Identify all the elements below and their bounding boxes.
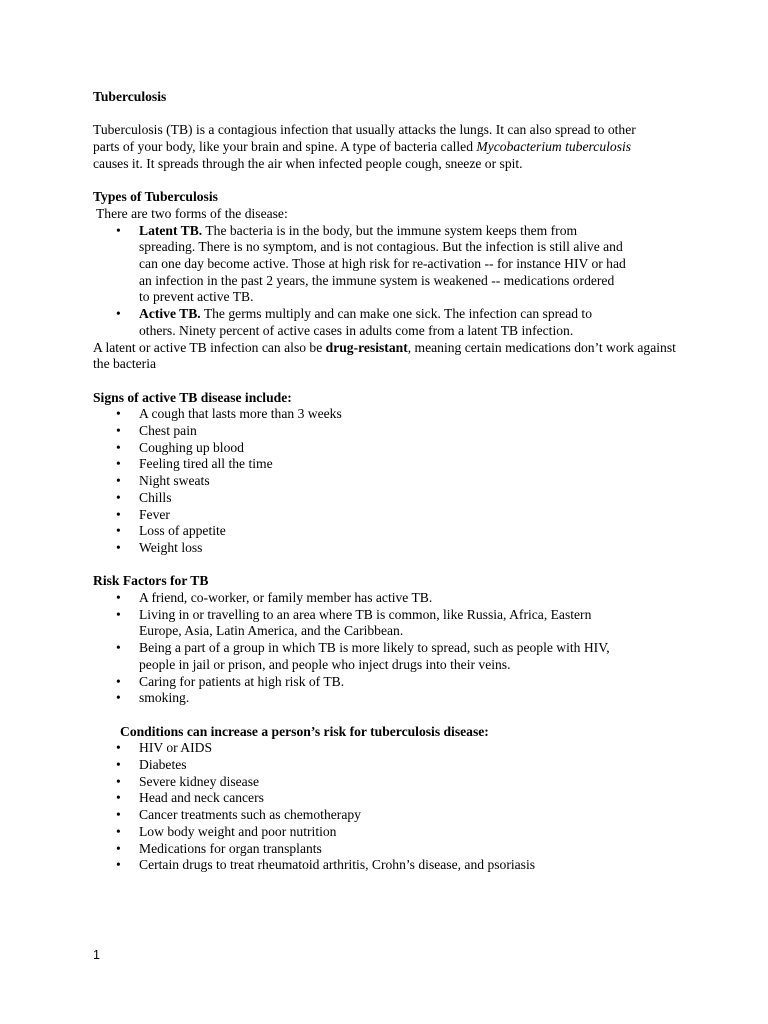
spacer xyxy=(93,707,683,724)
list-item xyxy=(93,523,683,540)
bullet-icon: • xyxy=(116,857,121,873)
intro-text-2: causes it. It spreads through the air when infected people cough, sneeze or spit. xyxy=(93,155,523,171)
list-item xyxy=(93,590,628,607)
bullet-icon: • xyxy=(116,590,121,606)
list-item xyxy=(93,423,683,440)
bullet-icon: • xyxy=(116,539,121,555)
list-item xyxy=(93,440,683,457)
list-item xyxy=(93,456,683,473)
list-item-text: smoking. xyxy=(139,690,190,706)
spacer xyxy=(93,557,683,574)
list-item xyxy=(93,490,683,507)
document-title: Tuberculosis xyxy=(93,89,167,104)
list-item xyxy=(93,473,683,490)
list-item-text: Fever xyxy=(139,506,170,522)
intro-paragraph xyxy=(93,122,665,172)
types-intro: There are two forms of the disease: xyxy=(96,205,288,221)
bullet-icon: • xyxy=(116,423,121,439)
latent-text: The bacteria is in the body, but the immune system keeps them from spreading. There is no symptom, and is not contagious. But the infection is still alive and can one day become active. Those at high risk for re-activation -- for instance HIV or had an infection in the past 2 years, the immune system is weakened -- medications ordered to prevent active TB. xyxy=(139,222,626,305)
page-number: 1 xyxy=(93,948,100,962)
list-item-text: Low body weight and poor nutrition xyxy=(139,823,337,839)
list-item-text: HIV or AIDS xyxy=(139,740,213,756)
list-item-text: Chest pain xyxy=(139,423,197,439)
active-label: Active TB. xyxy=(139,306,201,322)
list-item xyxy=(93,757,683,774)
conditions-list xyxy=(93,740,683,874)
spacer xyxy=(93,173,683,190)
bullet-icon: • xyxy=(116,473,121,489)
list-item-text: Night sweats xyxy=(139,473,210,489)
resistant-bold: drug-resistant xyxy=(325,339,408,355)
signs-list xyxy=(93,406,683,556)
bullet-icon: • xyxy=(116,673,121,689)
list-item xyxy=(93,740,683,757)
risk-list xyxy=(93,590,628,707)
list-item xyxy=(93,774,683,791)
list-item-text: Head and neck cancers xyxy=(139,790,264,806)
spacer xyxy=(93,373,683,390)
spacer xyxy=(93,106,683,123)
bullet-icon: • xyxy=(116,222,121,238)
list-item-text: Loss of appetite xyxy=(139,523,226,539)
list-item-text: Severe kidney disease xyxy=(139,773,260,789)
list-item-text: Coughing up blood xyxy=(139,439,244,455)
types-heading: Types of Tuberculosis xyxy=(93,189,218,205)
active-text: The germs multiply and can make one sick. The infection can spread to others. Ninety percent of active cases in adults come from a latent TB infection. xyxy=(139,306,593,338)
list-item xyxy=(93,824,683,841)
list-item-text: Being a part of a group in which TB is more likely to spread, such as people with HIV, people in jail or prison, and people who inject drugs into their veins. xyxy=(139,640,610,672)
bullet-icon: • xyxy=(116,740,121,756)
list-item xyxy=(93,640,628,673)
bullet-icon: • xyxy=(116,606,121,622)
types-list xyxy=(93,223,628,340)
list-item-text: Diabetes xyxy=(139,757,187,773)
intro-italic-term: Mycobacterium tuberculosis xyxy=(476,139,632,155)
bullet-icon: • xyxy=(116,773,121,789)
latent-label: Latent TB. xyxy=(139,222,203,238)
bullet-icon: • xyxy=(116,807,121,823)
bullet-icon: • xyxy=(116,640,121,656)
list-item-text: Caring for patients at high risk of TB. xyxy=(139,673,345,689)
list-item xyxy=(93,790,683,807)
list-item xyxy=(93,540,683,557)
list-item-text: Living in or travelling to an area where TB is common, like Russia, Africa, Eastern Europe, Asia, Latin America, and the Caribbean. xyxy=(139,606,592,639)
list-item-latent xyxy=(93,223,628,307)
document-page xyxy=(93,89,683,874)
resistant-text-2: , meaning certain medications don’t work against the bacteria xyxy=(93,339,676,372)
list-item-text: A friend, co-worker, or family member has active TB. xyxy=(139,590,433,606)
list-item-text: Feeling tired all the time xyxy=(139,456,273,472)
list-item xyxy=(93,507,683,524)
bullet-icon: • xyxy=(116,757,121,773)
list-item xyxy=(93,607,628,640)
intro-text-1: Tuberculosis (TB) is a contagious infection that usually attacks the lungs. It can also spread to other parts of your body, like your brain and spine. A type of bacteria called xyxy=(93,122,636,155)
bullet-icon: • xyxy=(116,489,121,505)
bullet-icon: • xyxy=(116,840,121,856)
list-item xyxy=(93,857,683,874)
bullet-icon: • xyxy=(116,506,121,522)
bullet-icon: • xyxy=(116,690,121,706)
list-item xyxy=(93,807,683,824)
signs-heading: Signs of active TB disease include: xyxy=(93,389,292,405)
list-item xyxy=(93,690,628,707)
drug-resistant-paragraph xyxy=(93,340,683,373)
list-item-text: Weight loss xyxy=(139,539,203,555)
bullet-icon: • xyxy=(116,306,121,322)
bullet-icon: • xyxy=(116,439,121,455)
bullet-icon: • xyxy=(116,406,121,422)
list-item-text: Chills xyxy=(139,489,172,505)
conditions-heading: Conditions can increase a person’s risk for tuberculosis disease: xyxy=(120,723,489,739)
bullet-icon: • xyxy=(116,523,121,539)
risk-heading: Risk Factors for TB xyxy=(93,573,209,589)
bullet-icon: • xyxy=(116,456,121,472)
list-item xyxy=(93,841,683,858)
list-item xyxy=(93,674,628,691)
list-item-text: Medications for organ transplants xyxy=(139,840,322,856)
list-item-text: A cough that lasts more than 3 weeks xyxy=(139,406,342,422)
list-item-text: Certain drugs to treat rheumatoid arthritis, Crohn’s disease, and psoriasis xyxy=(139,857,536,873)
list-item-active xyxy=(93,306,628,339)
bullet-icon: • xyxy=(116,790,121,806)
bullet-icon: • xyxy=(116,823,121,839)
resistant-text-1: A latent or active TB infection can also be xyxy=(93,339,326,355)
list-item xyxy=(93,406,683,423)
list-item-text: Cancer treatments such as chemotherapy xyxy=(139,807,361,823)
